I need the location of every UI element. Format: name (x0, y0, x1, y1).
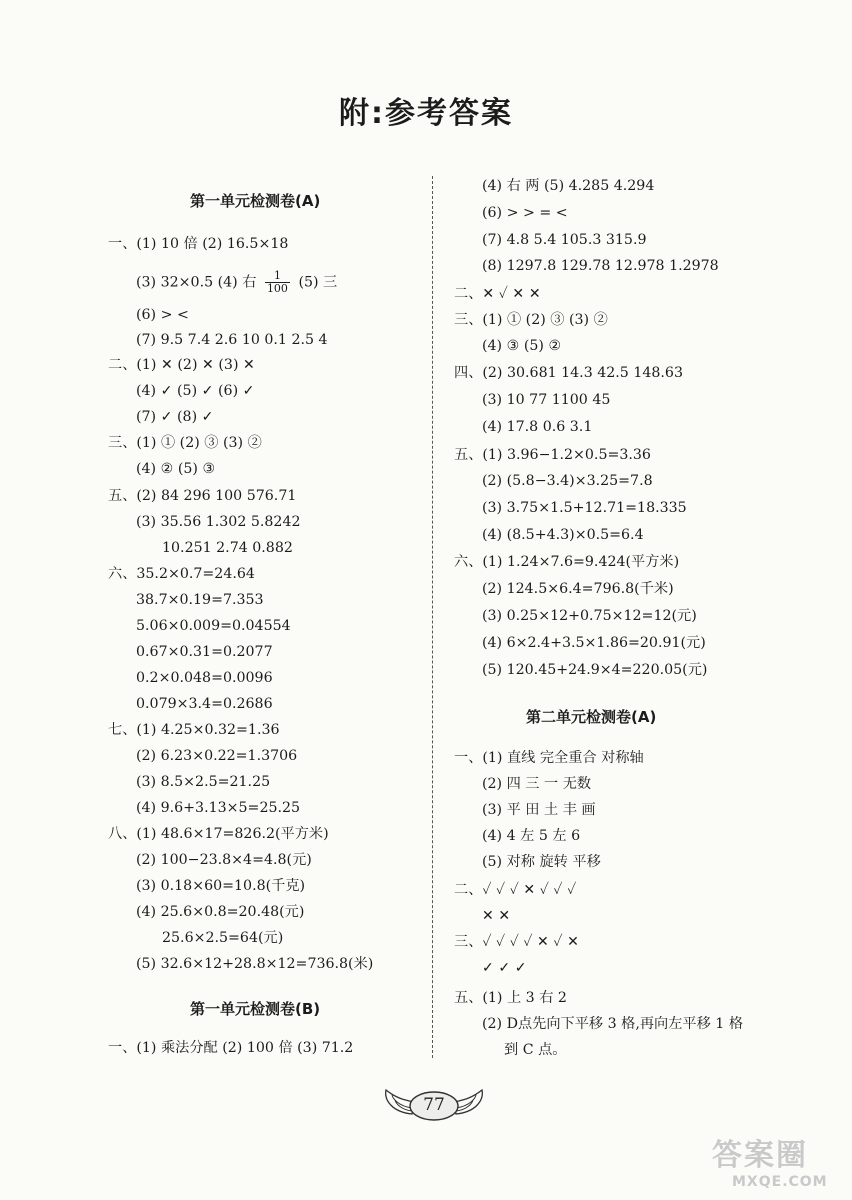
answer-line: 八、(1) 48.6×17=826.2(平方米) (108, 826, 329, 842)
answer-line: (4) (8.5+4.3)×0.5=6.4 (482, 527, 644, 543)
answer-line: (5) 32.6×12+28.8×12=736.8(米) (136, 956, 374, 972)
answer-line: (4) ② (5) ③ (136, 461, 216, 477)
answer-line: (2) 6.23×0.22=1.3706 (136, 748, 298, 764)
answer-line: 38.7×0.19=7.353 (136, 592, 264, 608)
answer-line: (4) 17.8 0.6 3.1 (482, 419, 593, 435)
answer-line: 0.079×3.4=0.2686 (136, 696, 273, 712)
answer-line: 10.251 2.74 0.882 (162, 540, 293, 556)
answer-line: (7) 4.8 5.4 105.3 315.9 (482, 232, 647, 248)
answer-line: 0.67×0.31=0.2077 (136, 644, 273, 660)
answer-line: (4) 9.6+3.13×5=25.25 (136, 800, 301, 816)
answer-line: (4) 6×2.4+3.5×1.86=20.91(元) (482, 635, 706, 651)
answer-line: 二、✕ ✓ ✕ ✕ (454, 286, 541, 302)
answer-text: (3) 32×0.5 (4) 右 (136, 274, 257, 291)
answer-line: 二、✓ ✓ ✓ ✕ ✓ ✓ ✓ (454, 882, 577, 898)
answer-line: 三、✓ ✓ ✓ ✓ ✕ ✓ ✕ (454, 934, 579, 950)
answer-line: (6) > > = < (482, 205, 568, 221)
answer-line: (3) 0.18×60=10.8(千克) (136, 878, 306, 894)
page-number-badge (382, 1078, 486, 1134)
answer-line: (4) 4 左 5 左 6 (482, 828, 581, 844)
answer-line: 0.2×0.048=0.0096 (136, 670, 273, 686)
answer-line-with-fraction (136, 270, 337, 295)
answer-line: (7) ✓ (8) ✓ (136, 409, 214, 425)
answer-line: (4) ③ (5) ② (482, 338, 562, 354)
answer-line: (4) ✓ (5) ✓ (6) ✓ (136, 383, 255, 399)
fraction (265, 270, 290, 295)
section-heading-unit2-a: 第二单元检测卷(A) (526, 708, 657, 726)
section-heading-unit1-a: 第一单元检测卷(A) (190, 192, 321, 210)
answer-line: 三、(1) ① (2) ③ (3) ② (454, 312, 608, 328)
answer-line: 二、(1) ✕ (2) ✕ (3) ✕ (108, 357, 255, 373)
answer-line: ✓ ✓ ✓ (482, 960, 527, 976)
answer-line: 到 C 点。 (504, 1042, 567, 1058)
answer-line: (3) 35.56 1.302 5.8242 (136, 514, 301, 530)
answer-line: 25.6×2.5=64(元) (162, 930, 284, 946)
fraction-denominator: 100 (266, 282, 288, 295)
answer-line: (3) 10 77 1100 45 (482, 392, 611, 408)
answer-line: (2) 四 三 一 无数 (482, 776, 592, 792)
answer-line: (2) 124.5×6.4=796.8(千米) (482, 581, 674, 597)
answer-line: 五、(1) 3.96−1.2×0.5=3.36 (454, 447, 651, 463)
answer-line: (6) > < (136, 307, 189, 323)
column-divider (432, 176, 434, 1058)
answer-line: 一、(1) 10 倍 (2) 16.5×18 (108, 236, 289, 252)
answer-line: (5) 120.45+24.9×4=220.05(元) (482, 662, 708, 678)
answer-text: (5) 三 (298, 274, 338, 291)
fraction-numerator: 1 (265, 270, 290, 283)
answer-line: (7) 9.5 7.4 2.6 10 0.1 2.5 4 (136, 332, 328, 348)
answer-line: (3) 8.5×2.5=21.25 (136, 774, 271, 790)
page-title: 附:参考答案 (339, 96, 513, 131)
watermark-url: MXQE.COM (732, 1174, 828, 1190)
answer-line: (3) 0.25×12+0.75×12=12(元) (482, 608, 697, 624)
page-number: 77 (423, 1095, 445, 1115)
answer-line: (4) 右 两 (5) 4.285 4.294 (482, 178, 655, 194)
answer-line: 三、(1) ① (2) ③ (3) ② (108, 435, 262, 451)
watermark-logo (712, 1130, 848, 1194)
answer-line: 七、(1) 4.25×0.32=1.36 (108, 722, 280, 738)
answer-line: 六、(1) 1.24×7.6=9.424(平方米) (454, 554, 680, 570)
answer-line: (5) 对称 旋转 平移 (482, 854, 601, 870)
section-heading-unit1-b: 第一单元检测卷(B) (190, 1000, 321, 1018)
answer-line: 四、(2) 30.681 14.3 42.5 148.63 (454, 365, 683, 381)
answer-line: ✕ ✕ (482, 908, 511, 924)
answer-line: (2) (5.8−3.4)×3.25=7.8 (482, 473, 653, 489)
answer-line: 5.06×0.009=0.04554 (136, 618, 291, 634)
watermark-text: 答案圈 (712, 1138, 808, 1173)
answer-line: (4) 25.6×0.8=20.48(元) (136, 904, 305, 920)
answer-line: 五、(2) 84 296 100 576.71 (108, 488, 297, 504)
answer-line: (8) 1297.8 129.78 12.978 1.2978 (482, 258, 719, 274)
answer-line: 一、(1) 乘法分配 (2) 100 倍 (3) 71.2 (108, 1040, 354, 1056)
answer-line: (2) D点先向下平移 3 格,再向左平移 1 格 (482, 1016, 744, 1032)
answer-line: (2) 100−23.8×4=4.8(元) (136, 852, 312, 868)
answer-line: 五、(1) 上 3 右 2 (454, 990, 567, 1006)
answer-line: 六、35.2×0.7=24.64 (108, 566, 255, 582)
answer-line: (3) 3.75×1.5+12.71=18.335 (482, 500, 687, 516)
answer-line: 一、(1) 直线 完全重合 对称轴 (454, 750, 644, 766)
answer-line: (3) 平 田 土 丰 画 (482, 802, 596, 818)
